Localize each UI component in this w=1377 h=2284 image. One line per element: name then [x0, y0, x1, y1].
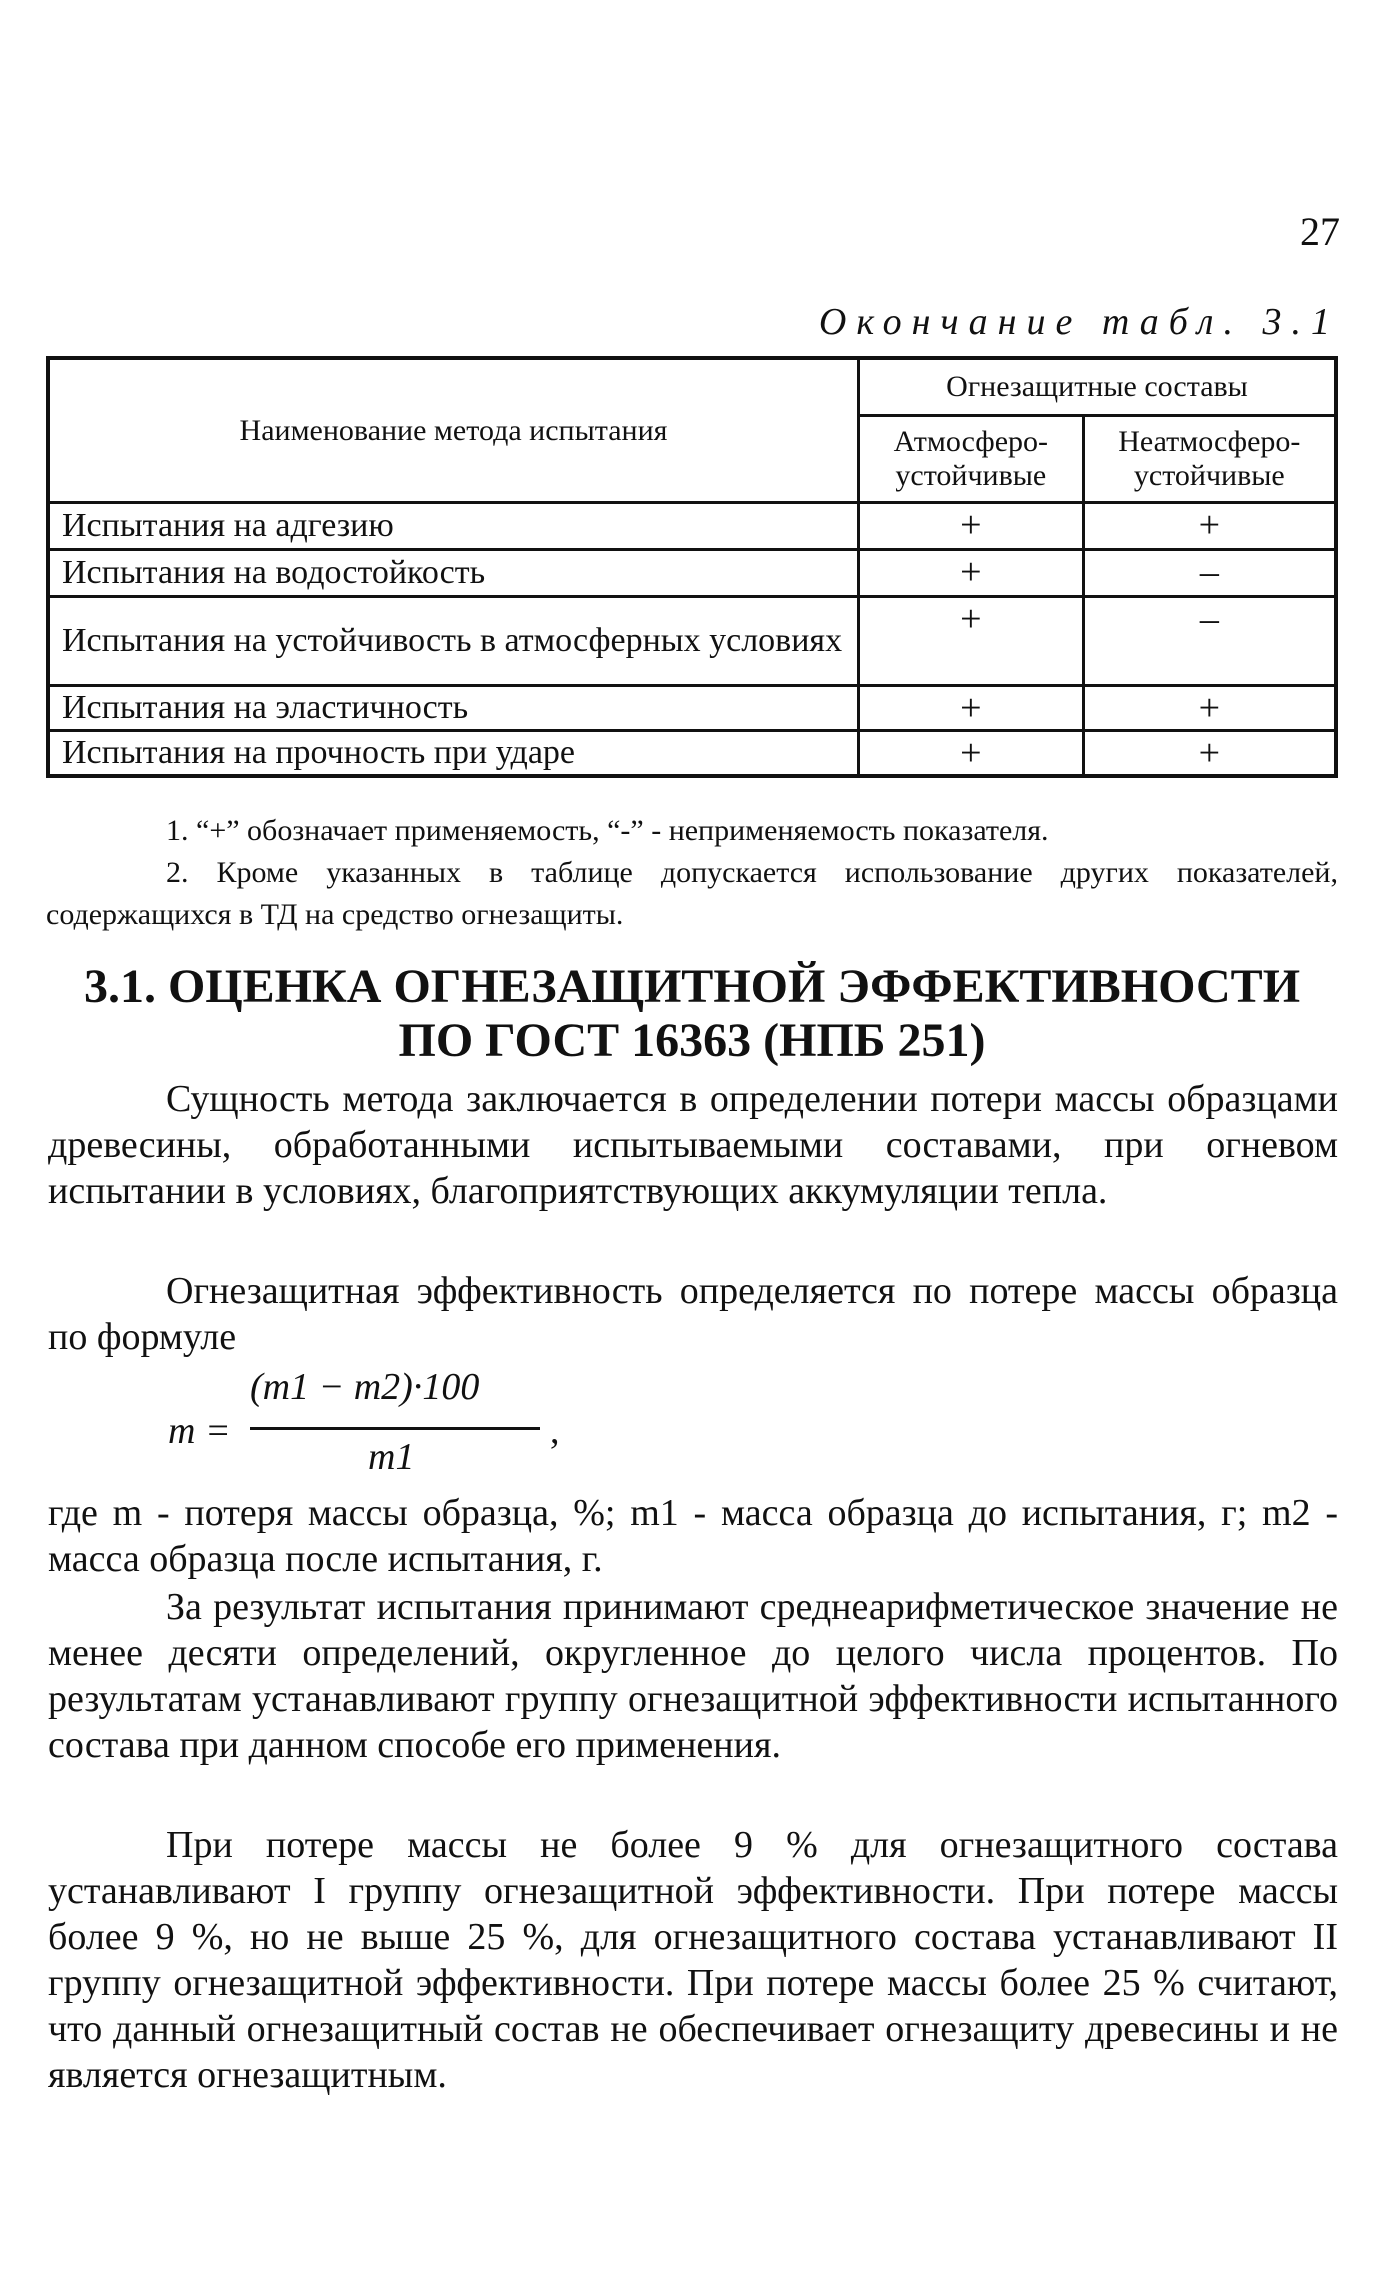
table-row: [48, 503, 1336, 550]
formula-comma: ,: [550, 1410, 560, 1452]
note-1: 1. “+” обозначает применяемость, “-” - неприменяемость показателя.: [166, 814, 1049, 847]
paragraph-method-essence: [48, 1076, 1338, 1214]
non-weatherproof-cell: +: [1083, 731, 1336, 777]
formula-lhs: m =: [168, 1410, 231, 1452]
table-row: [48, 731, 1336, 777]
section-heading: [46, 960, 1338, 1068]
paragraph-text: Огнезащитная эффективность определяется по потере массы образца по формуле: [48, 1270, 1338, 1358]
paragraph-formula-intro: [48, 1268, 1338, 1360]
fraction-bar: [250, 1427, 540, 1430]
non-weatherproof-cell: +: [1083, 503, 1336, 550]
weatherproof-cell: +: [859, 686, 1084, 731]
non-weatherproof-cell: +: [1083, 686, 1336, 731]
table-row: [48, 597, 1336, 686]
table-caption: Окончание табл. 3.1: [818, 301, 1340, 343]
paragraph-text: При потере массы не более 9 % для огнезащитного состава устанавливают I группу огнезащитной эффективности. При потере массы более 9 %, но не выше 25 %, для огнезащитного состава устанавливают II группу огнезащитной эффективности. При потере массы более 25 % считают, что данный огнезащитный состав не обеспечивает огнезащиту древесины и не является огнезащитным.: [48, 1824, 1338, 2096]
formula-numerator: (m1 − m2)·100: [250, 1366, 480, 1408]
table-row: [48, 686, 1336, 731]
method-cell: Испытания на водостойкость: [48, 550, 859, 597]
page-number: 27: [1300, 209, 1340, 254]
paragraph-text: Сущность метода заключается в определении потери массы образцами древесины, обработанными испытываемыми составами, при огневом испытании в условиях, благоприятствующих аккумуляции тепла.: [48, 1078, 1338, 1212]
weatherproof-cell: +: [859, 597, 1084, 686]
weatherproof-cell: +: [859, 550, 1084, 597]
paragraph-text: За результат испытания принимают среднеарифметическое значение не менее десяти определений, округленное до целого числа процентов. По результатам устанавливают группу огнезащитной эффективности испытанного состава при данном способе его применения.: [48, 1586, 1338, 1766]
note-2: 2. Кроме указанных в таблице допускается использование других показателей, содержащихся в ТД на средство огнезащиты.: [46, 856, 1338, 931]
paragraph-groups: [48, 1822, 1338, 2098]
formula-denominator: m1: [368, 1436, 415, 1478]
paragraph-text: где m - потеря массы образца, %; m1 - масса образца до испытания, г; m2 - масса образца после испытания, г.: [48, 1492, 1338, 1580]
section-heading-line-2: ПО ГОСТ 16363 (НПБ 251): [398, 1014, 986, 1067]
non-weatherproof-column-header: Неатмосферо-устойчивые: [1083, 416, 1336, 503]
paragraph-variable-definitions: [48, 1490, 1338, 1582]
compositions-group-header: Огнезащитные составы: [859, 358, 1337, 416]
weatherproof-cell: +: [859, 503, 1084, 550]
mass-loss-formula: [168, 1365, 588, 1485]
non-weatherproof-cell: –: [1083, 597, 1336, 686]
non-weatherproof-cell: –: [1083, 550, 1336, 597]
method-cell: Испытания на прочность при ударе: [48, 731, 859, 777]
weatherproof-cell: +: [859, 731, 1084, 777]
section-heading-line-1: 3.1. ОЦЕНКА ОГНЕЗАЩИТНОЙ ЭФФЕКТИВНОСТИ: [83, 960, 1301, 1013]
table-row: [48, 550, 1336, 597]
method-cell: Испытания на адгезию: [48, 503, 859, 550]
table-notes: [46, 810, 1338, 936]
test-methods-table: [46, 356, 1338, 778]
weatherproof-column-header: Атмосферо-устойчивые: [859, 416, 1084, 503]
method-cell: Испытания на устойчивость в атмосферных условиях: [48, 597, 859, 686]
method-column-header: Наименование метода испытания: [48, 358, 859, 503]
method-cell: Испытания на эластичность: [48, 686, 859, 731]
paragraph-result: [48, 1584, 1338, 1768]
